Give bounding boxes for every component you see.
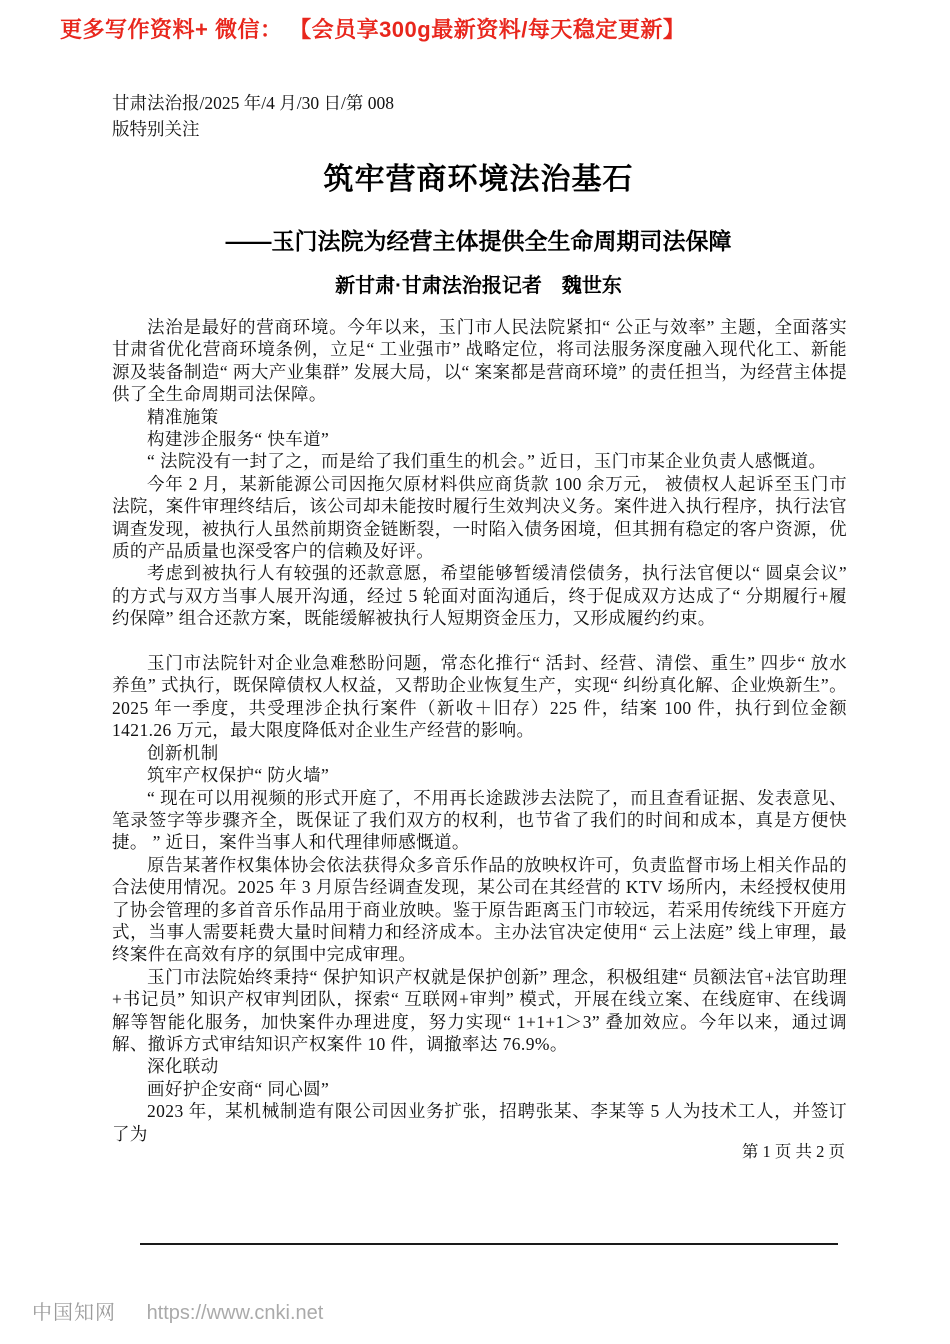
- section-heading: 创新机制: [147, 742, 219, 763]
- cnki-url-text: https://www.cnki.net: [146, 1302, 324, 1324]
- cnki-brand-logo-text: 中国知网: [32, 1302, 116, 1324]
- body-paragraph: 2023 年，某机械制造有限公司因业务扩张，招聘张某、李某等 5 人为技术工人，并签订了为: [112, 1101, 847, 1144]
- body-paragraph: 玉门市法院始终秉持“ 保护知识产权就是保护创新” 理念，积极组建“ 员额法官+法官助理+书记员” 知识产权审判团队，探索“ 互联网+审判” 模式，开展在线立案、在线庭审、在线调解等智能化服务，加快案件办理进度，努力实现“ 1+1+1＞3” 叠加效应。今年以来，通过调解、撤诉方式审结知识产权案件 10 件，调撤率达 76.9%。: [112, 966, 847, 1054]
- section-heading: 精准施策: [147, 406, 219, 427]
- divider-line: [140, 1243, 838, 1245]
- body-paragraph: “ 法院没有一封了之，而是给了我们重生的机会。” 近日，玉门市某企业负责人感慨道。: [147, 451, 827, 472]
- body-paragraph: 今年 2 月，某新能源公司因拖欠原材料供应商货款 100 余万元， 被债权人起诉至玉门市法院，案件审理终结后，该公司却未能按时履行生效判决义务。案件进入执行程序，执行法官调查发现，被执行人虽然前期资金链断裂，一时陷入债务困境，但其拥有稳定的客户资源，优质的产品质量也深受客户的信赖及好评。: [112, 473, 847, 562]
- section-heading: 构建涉企服务“ 快车道”: [147, 429, 330, 450]
- body-paragraph: 法治是最好的营商环境。今年以来，玉门市人民法院紧扣“ 公正与效率” 主题，全面落实甘肃省优化营商环境条例，立足“ 工业强市” 战略定位，将司法服务深度融入现代化工、新能源及装备制造“ 两大产业集群” 发展大局，以“ 案案都是营商环境” 的责任担当，为经营主体提供了全生命周期司法保障。: [112, 317, 847, 405]
- masthead-line-1: 甘肃法治报/2025 年/4 月/30 日/第 008: [112, 93, 394, 113]
- masthead-line-2: 版特别关注: [112, 119, 200, 139]
- paragraph-spacer: [112, 630, 847, 652]
- body-paragraph: 考虑到被执行人有较强的还款意愿，希望能够暂缓清偿债务，执行法官便以“ 圆桌会议” 的方式与双方当事人展开沟通，经过 5 轮面对面沟通后，终于促成双方达成了“ 分期履行+履约保障” 组合还款方案，既能缓解被执行人短期资金压力，又形成履约约束。: [112, 563, 847, 629]
- masthead: [112, 90, 394, 142]
- page-indicator: 第 1 页 共 2 页: [741, 1142, 845, 1161]
- article-title: 筑牢营商环境法治基石: [323, 163, 634, 196]
- body-paragraph: 玉门市法院针对企业急难愁盼问题，常态化推行“ 活封、经营、清偿、重生” 四步“ 放水养鱼” 式执行，既保障债权人权益，又帮助企业恢复生产，实现“ 纠纷真化解、企业焕新生”。2025 年一季度，共受理涉企执行案件（新收＋旧存）225 件，结案 100 件，执行到位金额 1421.26 万元，最大限度降低对企业生产经营的影响。: [112, 653, 847, 741]
- cnki-watermark: [32, 1296, 323, 1325]
- article-byline: 新甘肃·甘肃法治报记者 魏世东: [335, 275, 622, 297]
- article-subtitle: ——玉门法院为经营主体提供全生命周期司法保障: [225, 228, 732, 254]
- section-heading: 深化联动: [147, 1056, 219, 1077]
- body-paragraph: 原告某著作权集体协会依法获得众多音乐作品的放映权许可，负责监督市场上相关作品的合法使用情况。2025 年 3 月原告经调查发现，某公司在其经营的 KTV 场所内，未经授权使用了协会管理的多首音乐作品用于商业放映。鉴于原告距离玉门市较远，若采用传统线下开庭方式，当事人需要耗费大量时间精力和经济成本。主办法官决定使用“ 云上法庭” 线上审理，最终案件在高效有序的氛围中完成审理。: [112, 854, 847, 965]
- section-heading: 筑牢产权保护“ 防火墙”: [147, 765, 330, 786]
- article-body: [112, 316, 847, 1145]
- body-paragraph: “ 现在可以用视频的形式开庭了，不用再长途跋涉去法院了，而且查看证据、发表意见、笔录签字等步骤齐全，既保证了我们双方的权利，也节省了我们的时间和成本，真是方便快捷。 ” 近日，案件当事人和代理律师感慨道。: [112, 787, 847, 853]
- promo-banner: 更多写作资料+ 微信： 【会员享300g最新资料/每天稳定更新】: [60, 17, 686, 42]
- section-heading: 画好护企安商“ 同心圆”: [147, 1078, 330, 1099]
